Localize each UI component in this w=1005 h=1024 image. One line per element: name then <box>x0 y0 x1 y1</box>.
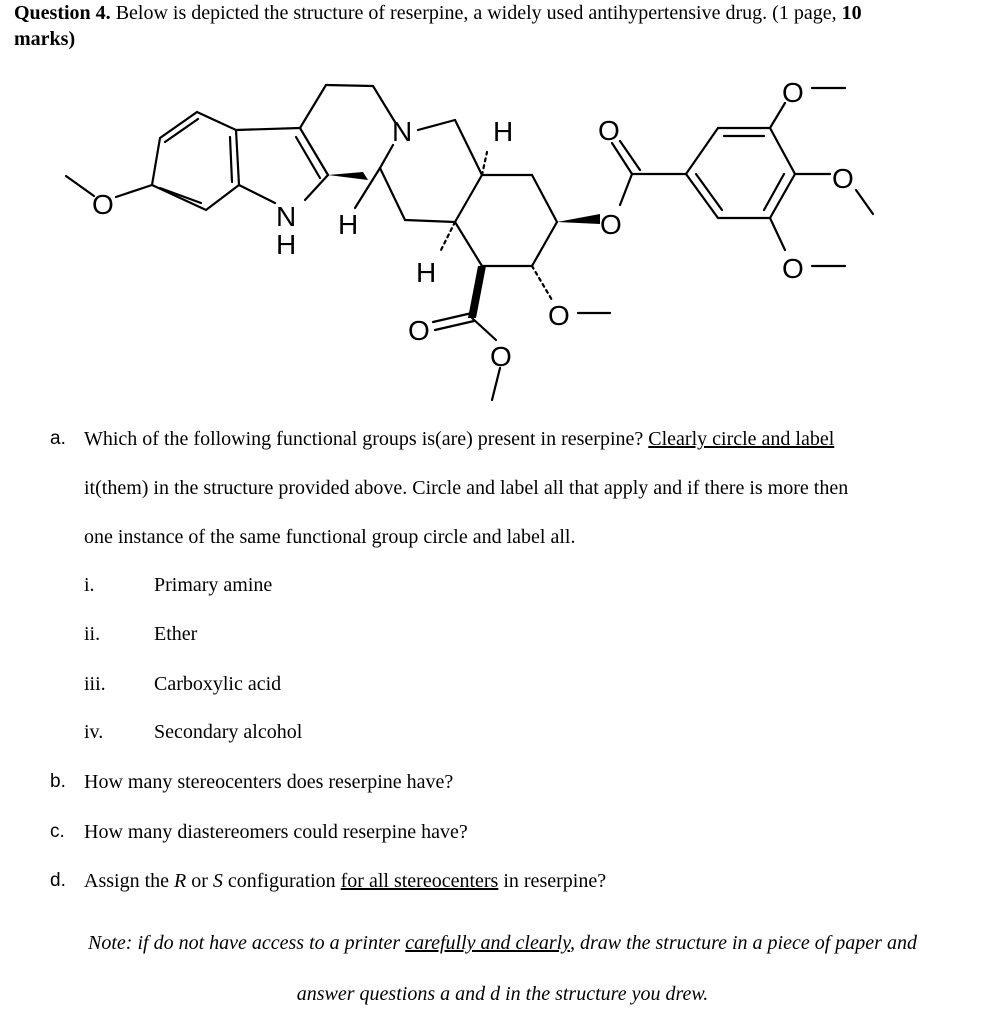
bond <box>492 368 500 400</box>
atom-o-methoxy-left: O <box>92 189 114 220</box>
atom-o-aryl-mid: O <box>832 163 854 194</box>
bond <box>380 168 405 220</box>
bond <box>326 85 373 86</box>
part-d-label: d. <box>50 870 66 891</box>
bond <box>300 85 326 128</box>
bond <box>405 220 455 222</box>
atom-n-indole: N <box>276 201 297 232</box>
part-d-s: S <box>212 870 223 892</box>
bond <box>418 120 455 130</box>
bond <box>764 174 784 210</box>
bond <box>230 137 232 182</box>
part-a-line1-underline: Clearly circle and label <box>648 428 835 450</box>
note-line1 <box>0 932 1005 955</box>
part-d-text <box>84 869 606 893</box>
wedge-bond <box>468 266 486 318</box>
part-d-mid1: or <box>186 870 213 892</box>
option-num: ii. <box>84 623 101 645</box>
part-d-underline: for all stereocenters <box>340 870 499 892</box>
part-c-text: How many diastereomers could reserpine have? <box>84 821 468 843</box>
bond <box>472 318 496 340</box>
part-d-pre: Assign the <box>84 870 174 892</box>
marks-value: 10 <box>841 2 862 24</box>
bond <box>856 190 873 214</box>
atom-n-amine: N <box>392 116 413 147</box>
bond <box>380 145 393 168</box>
bond <box>435 321 474 330</box>
reserpine-structure <box>0 0 1005 420</box>
part-b-label: b. <box>50 771 66 792</box>
bond <box>532 175 557 222</box>
bond <box>160 188 201 203</box>
bond <box>433 313 472 322</box>
atom-o-aryl-bottom: O <box>782 253 804 284</box>
bond <box>612 143 632 174</box>
bond <box>620 141 640 170</box>
option-text: Ether <box>154 623 198 645</box>
wedge-bond <box>557 214 600 224</box>
part-a-label: a. <box>50 428 66 449</box>
trimethoxy-benzene-ring <box>686 128 795 218</box>
part-c-label: c. <box>50 821 65 842</box>
bond <box>455 120 482 175</box>
bond <box>770 218 785 250</box>
part-b-text: How many stereocenters does reserpine have? <box>84 771 454 793</box>
hashed-bond <box>440 222 455 252</box>
bond <box>305 175 328 200</box>
bond <box>239 185 275 203</box>
bond <box>532 222 557 266</box>
option-text: Secondary alcohol <box>154 721 303 743</box>
marks-word: marks <box>14 28 69 50</box>
option-text: Primary amine <box>154 574 273 596</box>
atom-h-top: H <box>493 116 514 147</box>
indole-benzene-ring <box>152 112 239 210</box>
bond <box>620 174 632 205</box>
atom-h-indole: H <box>276 229 297 260</box>
atom-o-aryl-top: O <box>782 77 804 108</box>
atom-o-carbonyl-top: O <box>598 115 620 146</box>
note-line1-post: , draw the structure in a piece of paper and <box>569 932 917 954</box>
atom-o-ester-low: O <box>490 341 512 372</box>
atom-o-ring-methoxy: O <box>548 300 570 331</box>
wedge-bond <box>328 172 368 180</box>
option-num: iv. <box>84 721 104 743</box>
note-line1-pre: Note: if do not have access to a printer <box>88 932 406 954</box>
bond <box>455 175 482 222</box>
note-line2: answer questions a and d in the structure you drew. <box>296 983 709 1005</box>
part-a-line3: one instance of the same functional group circle and label all. <box>84 526 576 548</box>
question-label: Question 4. <box>14 2 111 24</box>
hashed-bond <box>482 152 487 175</box>
hashed-bond <box>532 266 552 300</box>
part-a-line1 <box>84 427 834 451</box>
atom-h-mid: H <box>338 209 359 240</box>
part-d-r: R <box>174 870 187 892</box>
part-a-line2: it(them) in the structure provided above. Circle and label all that apply and if there is more then <box>84 477 849 499</box>
option-num: iii. <box>84 673 106 695</box>
atom-h-low: H <box>416 257 437 288</box>
part-a-line1-text: Which of the following functional groups is(are) present in reserpine? <box>84 428 649 450</box>
bond <box>66 176 94 196</box>
part-d-mid2: configuration <box>222 870 341 892</box>
question-intro: Below is depicted the structure of reserpine, a widely used antihypertensive drug. (1 page, <box>110 2 842 24</box>
bond <box>116 185 152 197</box>
part-d-post: in reserpine? <box>498 870 607 892</box>
atom-o-carbonyl-low: O <box>408 315 430 346</box>
note-line1-underline: carefully and clearly <box>405 932 570 954</box>
option-text: Carboxylic acid <box>154 673 282 695</box>
bond <box>455 222 482 266</box>
header-close: ) <box>68 28 76 50</box>
bond <box>236 128 300 130</box>
atom-o-ester-right: O <box>600 209 622 240</box>
option-num: i. <box>84 574 95 596</box>
